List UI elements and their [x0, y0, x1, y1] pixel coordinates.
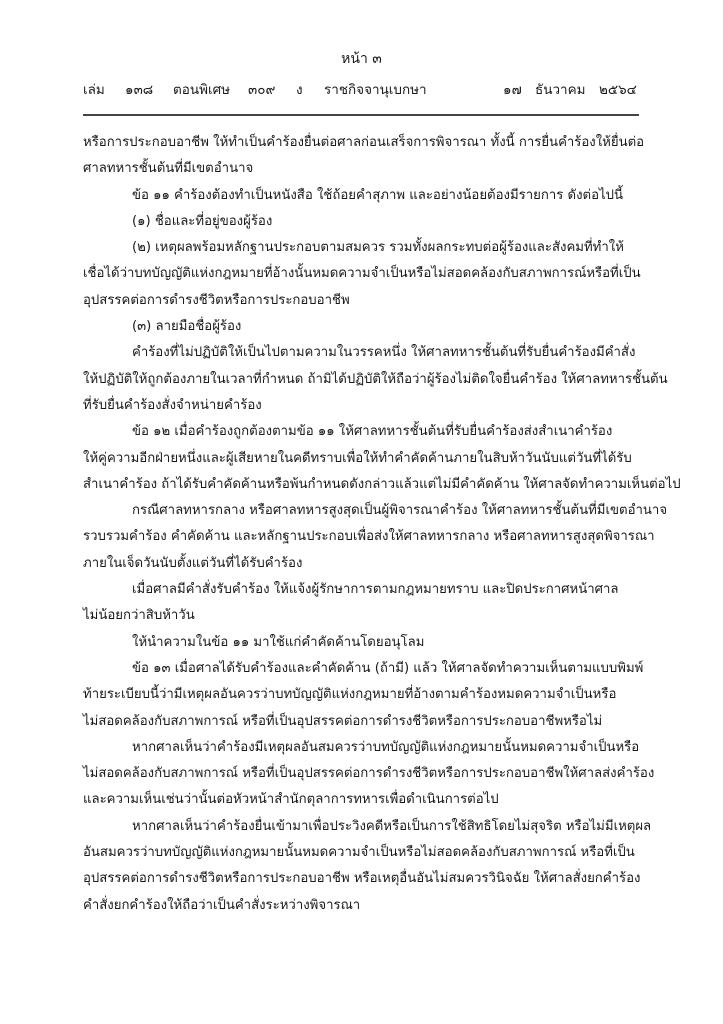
- body-line: คำสั่งยกคำร้องให้ถือว่าเป็นคำสั่งระหว่างพิจารณา: [83, 897, 361, 913]
- paragraph-start: กรณีศาลทหารกลาง หรือศาลทหารสูงสุดเป็นผู้พิจารณาคำร้อง ให้ศาลทหารชั้นต้นที่มีเขตอำนาจ: [132, 503, 668, 519]
- body-line: ไม่สอดคล้องกับสภาพการณ์ หรือที่เป็นอุปสรรคต่อการดำรงชีวิตหรือการประกอบอาชีพหรือไม่: [83, 713, 603, 729]
- body-line: อุปสรรคต่อการดำรงชีวิตหรือการประกอบอาชีพ: [83, 292, 350, 308]
- publication-name: ราชกิจจานุเบกษา: [324, 82, 427, 98]
- body-line: ให้ปฏิบัติให้ถูกต้องภายในเวลาที่กำหนด ถ้ามิได้ปฏิบัติให้ถือว่าผู้ร้องไม่ติดใจยื่นคำร้อง ให้ศาลทหารชั้นต้น: [83, 371, 668, 387]
- body-line: ท้ายระเบียบนี้ว่ามีเหตุผลอันควรว่าบทบัญญัติแห่งกฎหมายที่อ้างตามคำร้องหมดความจำเป็นหรือ: [83, 687, 617, 703]
- body-line: ศาลทหารชั้นต้นที่มีเขตอำนาจ: [83, 161, 254, 177]
- section-number: ๓๐๙: [248, 82, 276, 98]
- body-line: ไม่น้อยกว่าสิบห้าวัน: [83, 608, 195, 624]
- header-rule: [83, 114, 639, 116]
- body-line: หรือการประกอบอาชีพ ให้ทำเป็นคำร้องยื่นต่อศาลก่อนเสร็จการพิจารณา ทั้งนี้ การยื่นคำร้องให้ยื่นต่อ: [83, 135, 645, 150]
- body-line: และความเห็นเช่นว่านั้นต่อหัวหน้าสำนักตุลาการทหารเพื่อดำเนินการต่อไป: [83, 792, 499, 808]
- clause-12-heading: ข้อ ๑๒ เมื่อคำร้องถูกต้องตามข้อ ๑๑ ให้ศาลทหารชั้นต้นที่รับยื่นคำร้องส่งสำเนาคำร้อง: [132, 424, 613, 440]
- body-line: สำเนาคำร้อง ถ้าได้รับคำคัดค้านหรือพ้นกำหนดดังกล่าวแล้วแต่ไม่มีคำคัดค้าน ให้ศาลจัดทำความเห็นต่อไป: [83, 476, 681, 492]
- clause-11-item-1: (๑) ชื่อและที่อยู่ของผู้ร้อง: [132, 213, 273, 229]
- body-line: ภายในเจ็ดวันนับตั้งแต่วันที่ได้รับคำร้อง: [83, 555, 303, 571]
- body-line: อุปสรรคต่อการดำรงชีวิตหรือการประกอบอาชีพ หรือเหตุอื่นอันไม่สมควรวินิจฉัย ให้ศาลสั่งยกคำร้อง: [83, 871, 641, 887]
- body-line: ให้คู่ความอีกฝ่ายหนึ่งและผู้เสียหายในคดีทราบเพื่อให้ทำคำคัดค้านภายในสิบห้าวันนับแต่วันที่ได้รับ: [83, 450, 632, 466]
- document-body: [83, 130, 681, 919]
- page-number: หน้า ๓: [341, 51, 382, 67]
- body-line: รวบรวมคำร้อง คำคัดค้าน และหลักฐานประกอบเพื่อส่งให้ศาลทหารกลาง หรือศาลทหารสูงสุดพิจารณา: [83, 529, 655, 545]
- date-month: ธันวาคม: [535, 82, 586, 98]
- volume-number: ๑๓๘: [125, 82, 154, 98]
- body-line: ที่รับยื่นคำร้องสั่งจำหน่ายคำร้อง: [83, 397, 262, 413]
- paragraph-start: คำร้องที่ไม่ปฏิบัติให้เป็นไปตามความในวรรคหนึ่ง ให้ศาลทหารชั้นต้นที่รับยื่นคำร้องมีคำสั่ง: [132, 345, 636, 361]
- paragraph-start: เมื่อศาลมีคำสั่งรับคำร้อง ให้แจ้งผู้รักษาการตามกฎหมายทราบ และปิดประกาศหน้าศาล: [132, 582, 619, 598]
- section-letter: ง: [296, 82, 303, 98]
- clause-13-heading: ข้อ ๑๓ เมื่อศาลได้รับคำร้องและคำคัดค้าน (ถ้ามี) แล้ว ให้ศาลจัดทำความเห็นตามแบบพิมพ์: [132, 660, 644, 676]
- section-label: ตอนพิเศษ: [173, 82, 231, 98]
- body-line: ไม่สอดคล้องกับสภาพการณ์ หรือที่เป็นอุปสรรคต่อการดำรงชีวิตหรือการประกอบอาชีพให้ศาลส่งคำร้อง: [83, 766, 655, 782]
- date-day: ๑๗: [503, 82, 522, 98]
- clause-11-item-3: (๓) ลายมือชื่อผู้ร้อง: [132, 319, 242, 335]
- clause-11-heading: ข้อ ๑๑ คำร้องต้องทำเป็นหนังสือ ใช้ถ้อยคำสุภาพ และอย่างน้อยต้องมีรายการ ดังต่อไปนี้: [132, 187, 624, 203]
- body-line: เชื่อได้ว่าบทบัญญัติแห่งกฎหมายที่อ้างนั้นหมดความจำเป็นหรือไม่สอดคล้องกับสภาพการณ์หรือที่เป็น: [83, 266, 641, 282]
- volume-label: เล่ม: [83, 82, 105, 98]
- gazette-header: [83, 78, 639, 102]
- paragraph-start: หากศาลเห็นว่าคำร้องยื่นเข้ามาเพื่อประวิงคดีหรือเป็นการใช้สิทธิโดยไม่สุจริต หรือไม่มีเหตุผล: [132, 818, 652, 834]
- paragraph-start: หากศาลเห็นว่าคำร้องมีเหตุผลอันสมควรว่าบทบัญญัติแห่งกฎหมายนั้นหมดความจำเป็นหรือ: [132, 739, 640, 755]
- paragraph-start: ให้นำความในข้อ ๑๑ มาใช้แก่คำคัดค้านโดยอนุโลม: [132, 634, 425, 650]
- date-year: ๒๕๖๔: [599, 82, 637, 98]
- body-line: อันสมควรว่าบทบัญญัติแห่งกฎหมายนั้นหมดความจำเป็นหรือไม่สอดคล้องกับสภาพการณ์ หรือที่เป็น: [83, 845, 635, 861]
- clause-11-item-2: (๒) เหตุผลพร้อมหลักฐานประกอบตามสมควร รวมทั้งผลกระทบต่อผู้ร้องและสังคมที่ทำให้: [132, 240, 624, 256]
